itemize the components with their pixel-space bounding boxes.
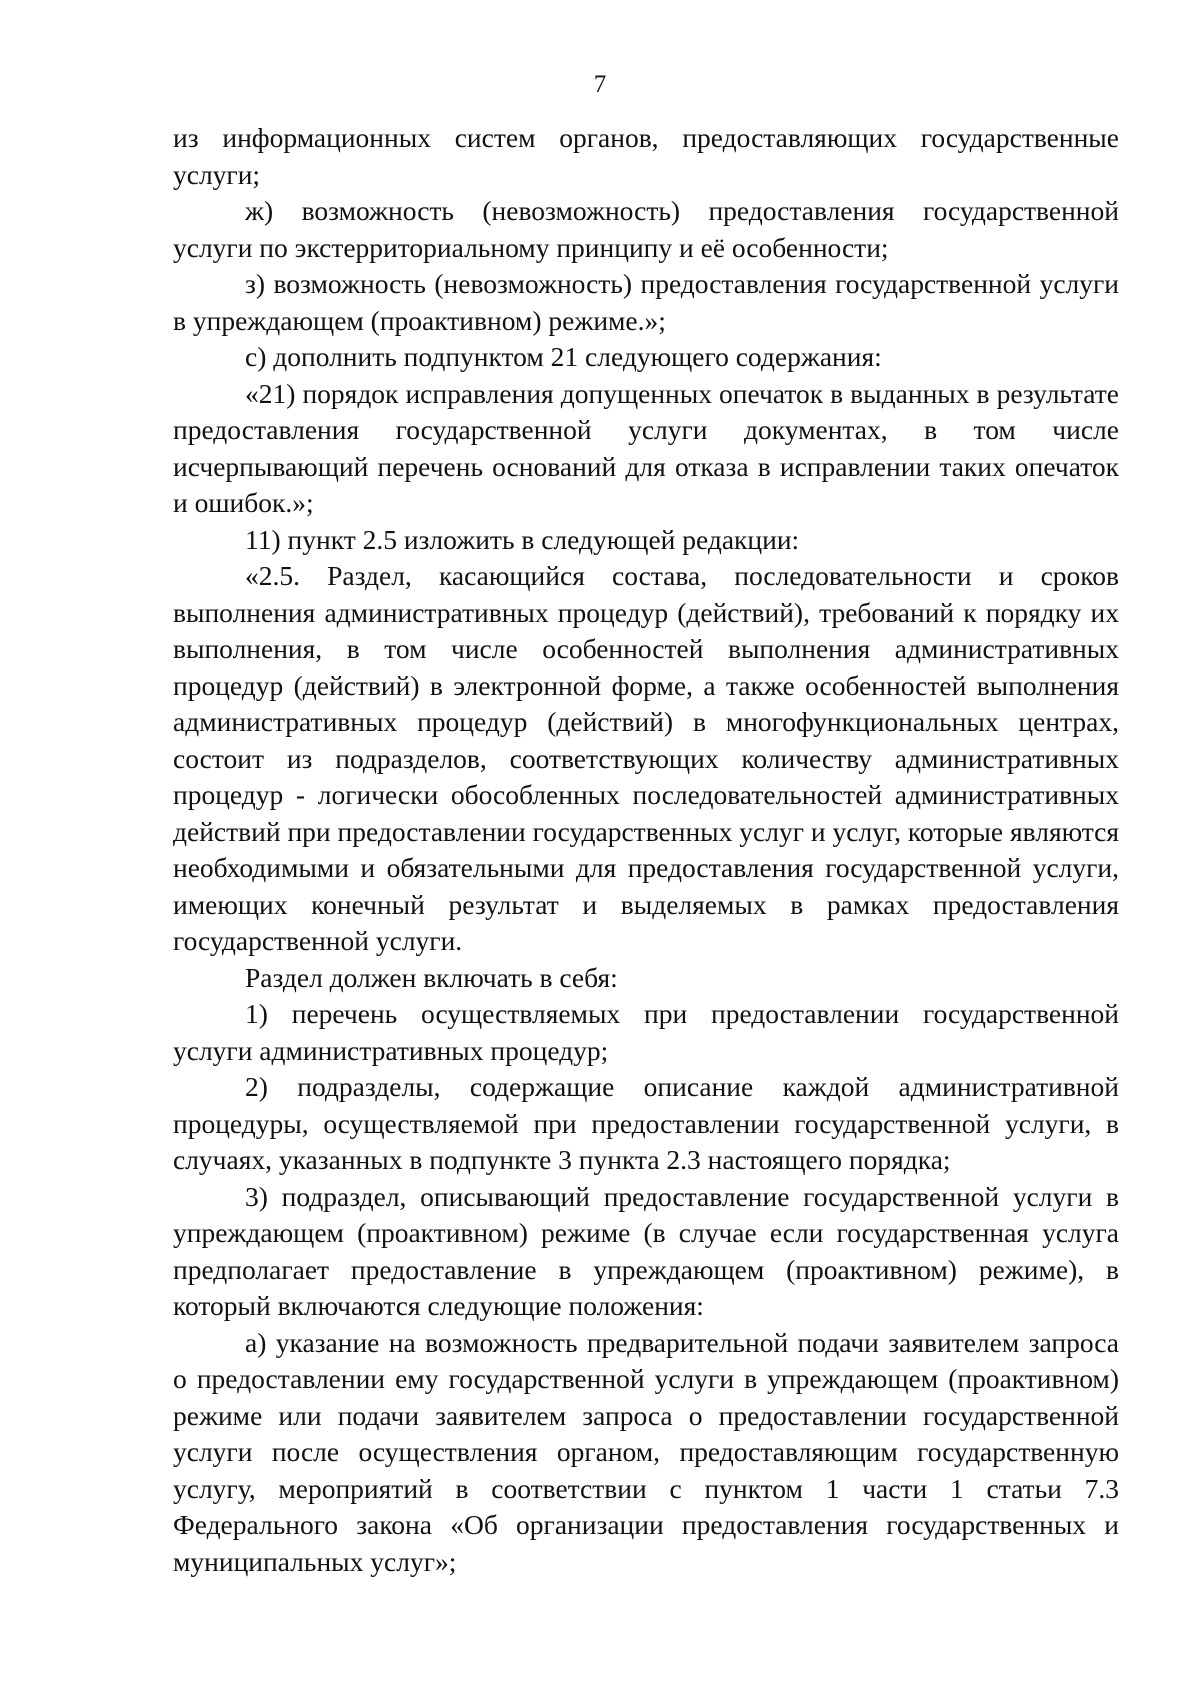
paragraph-section-contents: Раздел должен включать в себя: (245, 961, 618, 993)
paragraph-list-item-a: а) указание на возможность предварительной подачи заявителем запроса о предоставлении ему государственной услуги в упреждающем (проактивном) режиме или подачи заявителем запроса о предоставлении государственной услуги после осуществления органом, предоставляющим государственную услугу, мероприятий в соответствии с пунктом 1 части 1 статьи 7.3 Федерального закона «Об организации предоставления государственных и муниципальных услуг»; (173, 1326, 1119, 1577)
paragraph-list-item-2: 2) подразделы, содержащие описание каждой административной процедуры, осуществляемой при предоставлении государственной услуги, в случаях, указанных в подпункте 3 пункта 2.3 настоящего порядка; (173, 1071, 1119, 1175)
paragraph-list-item-1: 1) перечень осуществляемых при предоставлении государственной услуги административных процедур; (173, 998, 1119, 1066)
paragraph-list-item-3: 3) подраздел, описывающий предоставление государственной услуги в упреждающем (проактивном) режиме (в случае если государственная услуга предполагает предоставление в упреждающем (проактивном) режиме), в который включаются следующие положения: (173, 1180, 1119, 1321)
paragraph-subitem-21: «21) порядок исправления допущенных опечаток в выданных в результате предоставления государственной услуги документах, в том числе исчерпывающий перечень оснований для отказа в исправлении таких опечаток и ошибок.»; (173, 377, 1119, 518)
paragraph-item-zh: ж) возможность (невозможность) предоставления государственной услуги по экстерриториальному принципу и её особенности; (173, 195, 1119, 263)
paragraph-section-2-5: «2.5. Раздел, касающийся состава, последовательности и сроков выполнения административных процедур (действий), требований к порядку их выполнения, в том числе особенностей выполнения административных процедур (действий) в электронной форме, а также особенностей выполнения административных процедур (действий) в многофункциональных центрах, состоит из подразделов, соответствующих количеству административных процедур - логически обособленных последовательностей административных действий при предоставлении государственных услуг и услуг, которые являются необходимыми и обязательными для предоставления государственной услуги, имеющих конечный результат и выделяемых в рамках предоставления государственной услуги. (173, 560, 1119, 956)
paragraph-item-z: з) возможность (невозможность) предоставления государственной услуги в упреждающем (проактивном) режиме.»; (173, 268, 1119, 336)
paragraph-continuation: из информационных систем органов, предоставляющих государственные услуги; (173, 122, 1119, 190)
paragraph-item-11: 11) пункт 2.5 изложить в следующей редакции: (245, 523, 800, 555)
document-body (173, 120, 1119, 1580)
paragraph-item-s: с) дополнить подпунктом 21 следующего содержания: (245, 341, 882, 372)
page-number: 7 (593, 71, 607, 98)
